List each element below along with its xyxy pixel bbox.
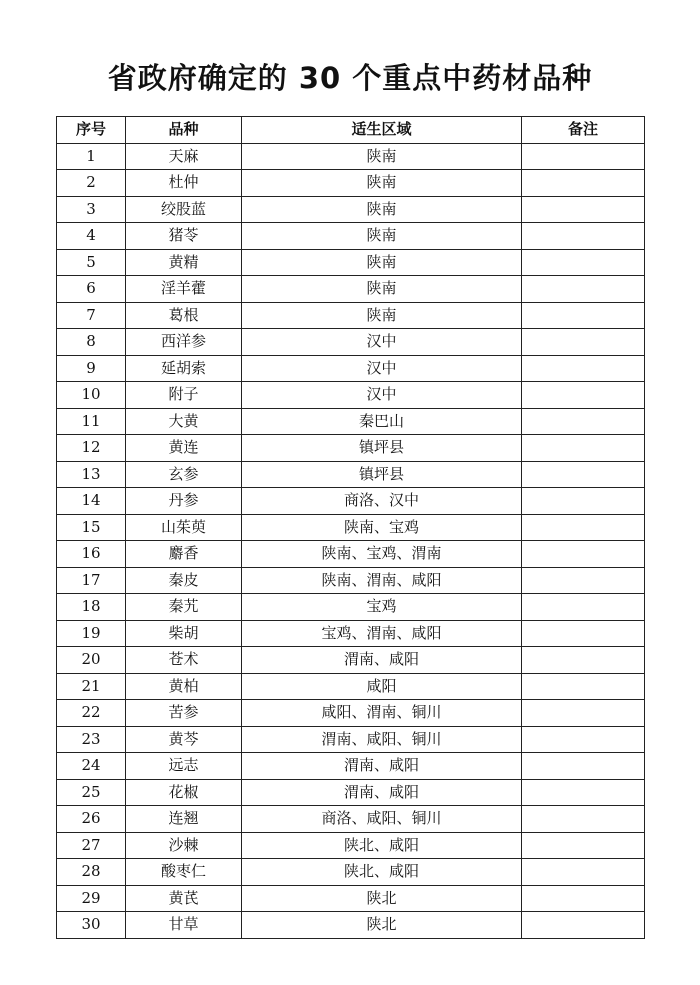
variety-cell: 山茱萸	[126, 514, 242, 541]
region-cell: 宝鸡、渭南、咸阳	[242, 620, 522, 647]
remarks-cell	[522, 726, 645, 753]
variety-cell: 黄柏	[126, 673, 242, 700]
region-cell: 渭南、咸阳	[242, 753, 522, 780]
serial-number-cell: 8	[57, 329, 126, 356]
serial-number-cell: 17	[57, 567, 126, 594]
region-cell: 汉中	[242, 382, 522, 409]
variety-cell: 玄参	[126, 461, 242, 488]
variety-cell: 西洋参	[126, 329, 242, 356]
variety-cell: 绞股蓝	[126, 196, 242, 223]
variety-cell: 猪苓	[126, 223, 242, 250]
serial-number-cell: 19	[57, 620, 126, 647]
variety-cell: 麝香	[126, 541, 242, 568]
region-cell: 陕北	[242, 885, 522, 912]
serial-number-cell: 12	[57, 435, 126, 462]
region-cell: 咸阳、渭南、铜川	[242, 700, 522, 727]
region-cell: 陕北、咸阳	[242, 832, 522, 859]
region-cell: 陕南	[242, 196, 522, 223]
table-row	[57, 514, 645, 541]
remarks-cell	[522, 223, 645, 250]
variety-cell: 淫羊藿	[126, 276, 242, 303]
variety-cell: 黄芩	[126, 726, 242, 753]
variety-cell: 沙棘	[126, 832, 242, 859]
region-cell: 秦巴山	[242, 408, 522, 435]
variety-cell: 柴胡	[126, 620, 242, 647]
region-cell: 陕南	[242, 223, 522, 250]
variety-cell: 秦艽	[126, 594, 242, 621]
region-cell: 汉中	[242, 355, 522, 382]
variety-cell: 杜仲	[126, 170, 242, 197]
table-row	[57, 223, 645, 250]
table-row	[57, 673, 645, 700]
variety-cell: 延胡索	[126, 355, 242, 382]
variety-cell: 连翘	[126, 806, 242, 833]
serial-number-cell: 25	[57, 779, 126, 806]
remarks-cell	[522, 647, 645, 674]
table-row	[57, 806, 645, 833]
remarks-cell	[522, 700, 645, 727]
variety-cell: 秦皮	[126, 567, 242, 594]
table-row	[57, 753, 645, 780]
region-cell: 商洛、咸阳、铜川	[242, 806, 522, 833]
table-row	[57, 567, 645, 594]
serial-number-cell: 23	[57, 726, 126, 753]
serial-number-cell: 10	[57, 382, 126, 409]
remarks-cell	[522, 673, 645, 700]
variety-cell: 苍术	[126, 647, 242, 674]
serial-number-cell: 4	[57, 223, 126, 250]
medicinal-herbs-table	[56, 116, 645, 939]
remarks-cell	[522, 885, 645, 912]
table-row	[57, 355, 645, 382]
region-cell: 陕南、宝鸡	[242, 514, 522, 541]
region-cell: 渭南、咸阳	[242, 647, 522, 674]
region-cell: 咸阳	[242, 673, 522, 700]
table-row	[57, 249, 645, 276]
serial-number-cell: 5	[57, 249, 126, 276]
variety-cell: 花椒	[126, 779, 242, 806]
serial-number-cell: 28	[57, 859, 126, 886]
region-cell: 陕南	[242, 276, 522, 303]
table-row	[57, 885, 645, 912]
remarks-cell	[522, 567, 645, 594]
table-row	[57, 302, 645, 329]
table-row	[57, 859, 645, 886]
remarks-cell	[522, 753, 645, 780]
table-row	[57, 329, 645, 356]
remarks-cell	[522, 143, 645, 170]
serial-number-cell: 22	[57, 700, 126, 727]
serial-number-cell: 9	[57, 355, 126, 382]
header-suitable-region: 适生区域	[242, 117, 522, 144]
variety-cell: 黄芪	[126, 885, 242, 912]
table-row	[57, 541, 645, 568]
remarks-cell	[522, 806, 645, 833]
serial-number-cell: 30	[57, 912, 126, 939]
region-cell: 宝鸡	[242, 594, 522, 621]
serial-number-cell: 1	[57, 143, 126, 170]
serial-number-cell: 3	[57, 196, 126, 223]
table-row	[57, 461, 645, 488]
remarks-cell	[522, 859, 645, 886]
serial-number-cell: 14	[57, 488, 126, 515]
remarks-cell	[522, 170, 645, 197]
region-cell: 商洛、汉中	[242, 488, 522, 515]
variety-cell: 黄精	[126, 249, 242, 276]
remarks-cell	[522, 355, 645, 382]
region-cell: 陕南、渭南、咸阳	[242, 567, 522, 594]
serial-number-cell: 18	[57, 594, 126, 621]
remarks-cell	[522, 594, 645, 621]
variety-cell: 天麻	[126, 143, 242, 170]
variety-cell: 苦参	[126, 700, 242, 727]
region-cell: 渭南、咸阳	[242, 779, 522, 806]
remarks-cell	[522, 435, 645, 462]
header-remarks: 备注	[522, 117, 645, 144]
region-cell: 陕南	[242, 143, 522, 170]
table-row	[57, 832, 645, 859]
table-row	[57, 620, 645, 647]
variety-cell: 远志	[126, 753, 242, 780]
region-cell: 陕北、咸阳	[242, 859, 522, 886]
serial-number-cell: 2	[57, 170, 126, 197]
region-cell: 镇坪县	[242, 461, 522, 488]
serial-number-cell: 21	[57, 673, 126, 700]
variety-cell: 附子	[126, 382, 242, 409]
document-title: 省政府确定的 30 个重点中药材品种	[107, 61, 593, 95]
table-row	[57, 700, 645, 727]
remarks-cell	[522, 541, 645, 568]
table-row	[57, 594, 645, 621]
region-cell: 陕南	[242, 249, 522, 276]
serial-number-cell: 6	[57, 276, 126, 303]
serial-number-cell: 7	[57, 302, 126, 329]
region-cell: 镇坪县	[242, 435, 522, 462]
remarks-cell	[522, 276, 645, 303]
remarks-cell	[522, 832, 645, 859]
region-cell: 陕南、宝鸡、渭南	[242, 541, 522, 568]
remarks-cell	[522, 779, 645, 806]
table-header-row	[57, 117, 645, 144]
variety-cell: 葛根	[126, 302, 242, 329]
table-row	[57, 382, 645, 409]
serial-number-cell: 29	[57, 885, 126, 912]
table-row	[57, 726, 645, 753]
header-variety: 品种	[126, 117, 242, 144]
serial-number-cell: 20	[57, 647, 126, 674]
table-row	[57, 647, 645, 674]
header-serial-number: 序号	[57, 117, 126, 144]
serial-number-cell: 26	[57, 806, 126, 833]
table-row	[57, 779, 645, 806]
table-row	[57, 912, 645, 939]
table-row	[57, 488, 645, 515]
region-cell: 陕南	[242, 170, 522, 197]
serial-number-cell: 13	[57, 461, 126, 488]
remarks-cell	[522, 249, 645, 276]
remarks-cell	[522, 620, 645, 647]
remarks-cell	[522, 408, 645, 435]
table-row	[57, 276, 645, 303]
remarks-cell	[522, 196, 645, 223]
region-cell: 陕北	[242, 912, 522, 939]
table-row	[57, 435, 645, 462]
variety-cell: 黄连	[126, 435, 242, 462]
remarks-cell	[522, 514, 645, 541]
table-row	[57, 170, 645, 197]
table-row	[57, 408, 645, 435]
remarks-cell	[522, 461, 645, 488]
variety-cell: 甘草	[126, 912, 242, 939]
region-cell: 汉中	[242, 329, 522, 356]
serial-number-cell: 24	[57, 753, 126, 780]
table-row	[57, 143, 645, 170]
serial-number-cell: 15	[57, 514, 126, 541]
table-body	[57, 143, 645, 938]
region-cell: 陕南	[242, 302, 522, 329]
remarks-cell	[522, 488, 645, 515]
serial-number-cell: 27	[57, 832, 126, 859]
remarks-cell	[522, 912, 645, 939]
serial-number-cell: 16	[57, 541, 126, 568]
variety-cell: 大黄	[126, 408, 242, 435]
table-row	[57, 196, 645, 223]
remarks-cell	[522, 382, 645, 409]
region-cell: 渭南、咸阳、铜川	[242, 726, 522, 753]
serial-number-cell: 11	[57, 408, 126, 435]
variety-cell: 酸枣仁	[126, 859, 242, 886]
variety-cell: 丹参	[126, 488, 242, 515]
remarks-cell	[522, 302, 645, 329]
remarks-cell	[522, 329, 645, 356]
